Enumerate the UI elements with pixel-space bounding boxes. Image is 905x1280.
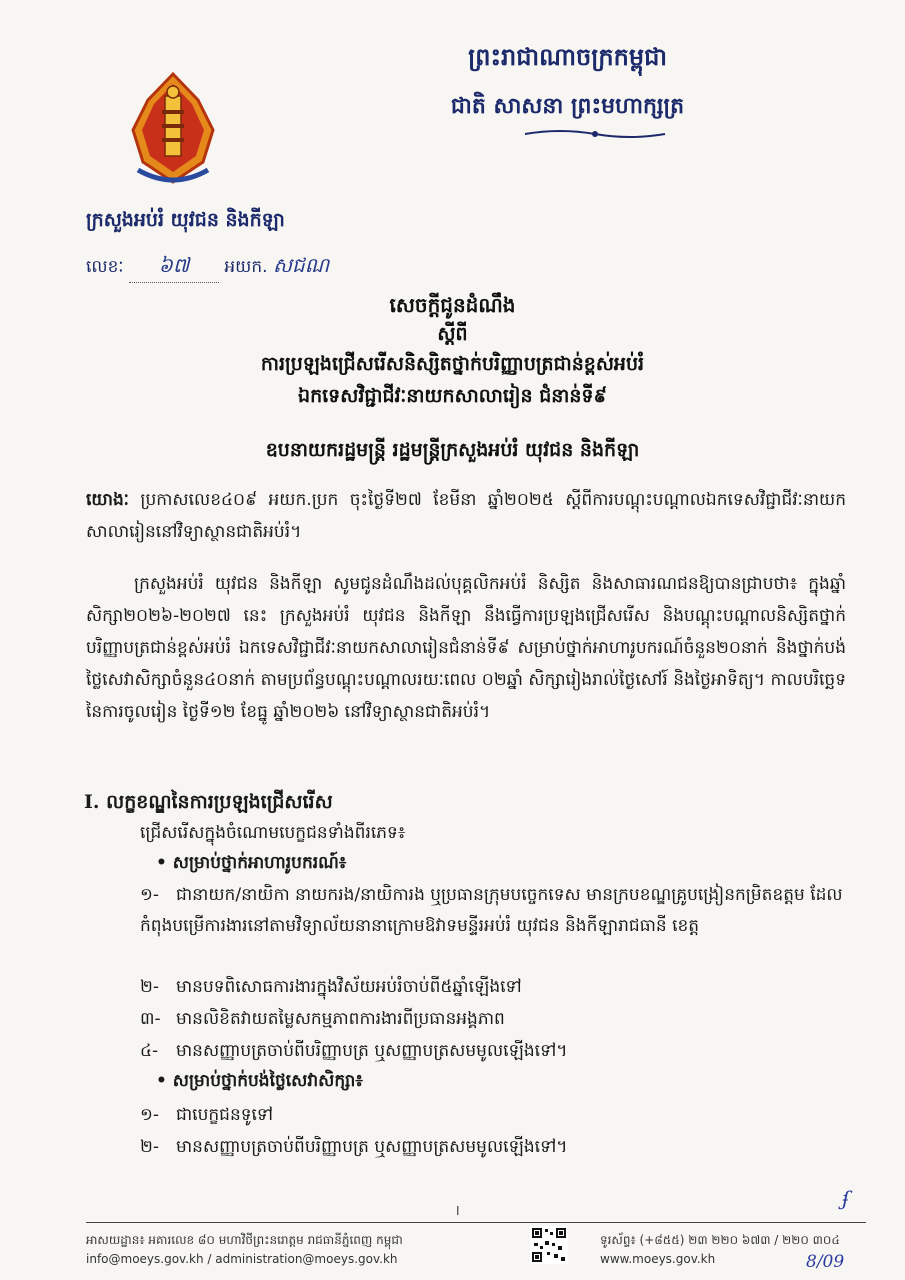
footer-divider [86,1222,866,1223]
list-item: ១- ជានាយក/នាយិកា នាយករង/នាយិការង ឬប្រធានក្រុមបច្ចេកទេស មានក្របខណ្ឌគ្រូបង្រៀនកម្រិតឧត្តម ដែលកំពុងបម្រើការងារនៅតាមវិទ្យាល័យនានាក្រោមឱវាទមន្ទីរអប់រំ យុវជន និងកីឡារាជធានី ខេត្ត [140,885,843,936]
national-motto: ជាតិ សាសនា ព្រះមហាក្សត្រ [450,93,685,119]
section-heading: I. លក្ខខណ្ឌនៃការប្រឡងជ្រើសរើស [84,791,333,813]
number-value: ៦៧ [129,252,219,283]
qr-code-icon [530,1226,568,1264]
reference-paragraph [86,484,846,548]
section-intro: ជ្រើសរើសក្នុងចំណោមបេក្ខជនទាំងពីរភេទ៖ [140,823,406,843]
footer-phone: ទូរស័ព្ទ៖ (+៨៥៥) ២៣ ២២០ ៦៧៣ / ២២០ ៣០៤ [600,1233,840,1247]
list-item: ២- មានបទពិសោធការងារក្នុងវិស័យអប់រំចាប់ពី៥ឆ្នាំឡើងទៅ [140,977,522,997]
ornament-divider [520,128,670,140]
reference-label: យោងៈ [86,490,129,510]
list-item: ២- មានសញ្ញាបត្រចាប់ពីបរិញ្ញាបត្រ ឬសញ្ញាបត្រសមមូលឡើងទៅ។ [140,1137,568,1157]
footer-emails[interactable]: info@moeys.gov.kh / administration@moeys.gov.kh [86,1252,398,1266]
handwritten-page-number: 8/09 [806,1252,845,1272]
notice-subject-label: ស្តីពី [437,323,468,345]
notice-subject-line1: ការប្រឡងជ្រើសរើសនិស្សិតថ្នាក់បរិញ្ញាបត្រជាន់ខ្ពស់អប់រំ [260,353,645,375]
list-item: ១- ជាបេក្ខជនទូទៅ [140,1105,274,1125]
issuer-title: ឧបនាយករដ្ឋមន្ត្រី រដ្ឋមន្ត្រីក្រសួងអប់រំ យុវជន និងកីឡា [265,439,640,461]
number-code: សជណ [272,253,330,277]
page-mark: I [456,1204,460,1218]
handwritten-initial: ʄ [842,1186,850,1210]
footer-address: អាសយដ្ឋាន៖ អគារលេខ ៨០ មហាវិថីព្រះនរោត្តម រាជធានីភ្នំពេញ កម្ពុជា [86,1233,403,1247]
group2-title: • សម្រាប់ថ្នាក់បង់ថ្លៃសេវាសិក្សា៖ [156,1071,363,1091]
reference-text: ប្រកាសលេខ៤០៩ អយក.ប្រក ចុះថ្ងៃទី២៧ ខែមីនា ឆ្នាំ២០២៥ ស្តីពីការបណ្តុះបណ្តាលឯកទេសវិជ្ជាជីវៈនាយកសាលារៀននៅវិទ្យាស្ថានជាតិអប់រំ។ [86,490,846,542]
document-number [86,252,329,283]
footer-website[interactable]: www.moeys.gov.kh [600,1252,716,1266]
notice-title: សេចក្តីជូនដំណឹង [389,293,516,317]
ministry-emblem-icon [118,70,228,190]
kingdom-title: ព្រះរាជាណាចក្រកម្ពុជា [468,42,667,71]
number-suffix: អយក. [224,257,268,277]
number-label: លេខៈ [86,257,124,277]
notice-subject-line2: ឯកទេសវិជ្ជាជីវៈនាយកសាលារៀន ជំនាន់ទី៩ [298,385,607,407]
group1-title: • សម្រាប់ថ្នាក់អាហារូបករណ៍៖ [156,853,347,873]
list-item: ៣- មានលិខិតវាយតម្លៃសកម្មភាពការងារពីប្រធានអង្គភាព [140,1009,505,1029]
body-paragraph: ក្រសួងអប់រំ យុវជន និងកីឡា សូមជូនដំណឹងដល់បុគ្គលិកអប់រំ និស្សិត និងសាធារណជនឱ្យបានជ្រាបថា៖ ក្នុងឆ្នាំសិក្សា២០២៦-២០២៧ នេះ ក្រសួងអប់រំ យុវជន និងកីឡា នឹងធ្វើការប្រឡងជ្រើសរើស និងបណ្តុះបណ្តាលនិស្សិតថ្នាក់បរិញ្ញាបត្រជាន់ខ្ពស់អប់រំ ឯកទេសវិជ្ជាជីវៈនាយកសាលារៀនជំនាន់ទី៩ សម្រាប់ថ្នាក់អាហារូបករណ៍ចំនួន២០នាក់ និងថ្នាក់បង់ថ្លៃសេវាសិក្សាចំនួន៤០នាក់ តាមប្រព័ន្ធបណ្តុះបណ្តាលរយៈពេល ០២ឆ្នាំ សិក្សារៀងរាល់ថ្ងៃសៅរ៍ និងថ្ងៃអាទិត្យ។ កាលបរិច្ឆេទនៃការចូលរៀន ថ្ងៃទី១២ ខែធ្នូ ឆ្នាំ២០២៦ នៅវិទ្យាស្ថានជាតិអប់រំ។ [86,574,846,722]
list-item: ៤- មានសញ្ញាបត្រចាប់ពីបរិញ្ញាបត្រ ឬសញ្ញាបត្រសមមូលឡើងទៅ។ [140,1041,568,1061]
ministry-name: ក្រសួងអប់រំ យុវជន និងកីឡា [86,209,285,231]
